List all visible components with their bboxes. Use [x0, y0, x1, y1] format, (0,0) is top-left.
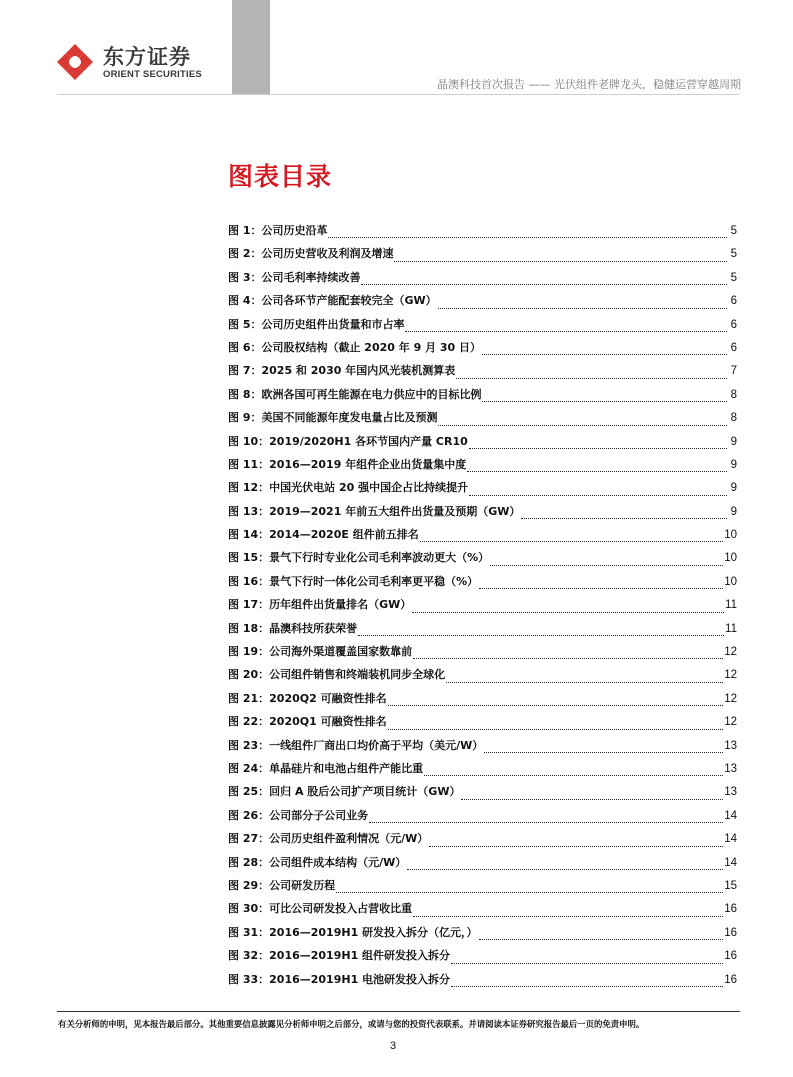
toc-dot-leader [361, 283, 727, 285]
toc-entry[interactable] [228, 409, 737, 432]
toc-entry[interactable] [228, 292, 737, 315]
toc-entry-page[interactable]: 5 [730, 225, 737, 237]
toc-entry-label[interactable]: 图 32：2016—2019H1 组件研发投入拆分 [228, 949, 451, 963]
toc-entry-label[interactable]: 图 3：公司毛利率持续改善 [228, 270, 361, 284]
toc-entry[interactable] [228, 971, 737, 994]
toc-entry-page[interactable]: 12 [724, 646, 737, 659]
toc-entry-label[interactable]: 图 33：2016—2019H1 电池研发投入拆分 [228, 972, 451, 986]
header-decorative-tab [232, 0, 270, 94]
toc-dot-leader [479, 938, 724, 940]
toc-dot-leader [328, 236, 727, 238]
toc-entry-label[interactable]: 图 31：2016—2019H1 研发投入拆分（亿元，） [228, 925, 478, 939]
toc-dot-leader [446, 681, 723, 683]
toc-entry-page[interactable]: 16 [724, 926, 737, 939]
toc-entry-page[interactable]: 5 [730, 271, 737, 284]
toc-entry-page[interactable]: 5 [730, 248, 737, 261]
figure-toc [228, 222, 737, 994]
toc-entry-label[interactable]: 图 11：2016—2019 年组件企业出货量集中度 [228, 457, 467, 471]
toc-dot-leader [413, 915, 723, 917]
toc-entry-page[interactable]: 12 [724, 692, 737, 705]
toc-dot-leader [429, 845, 723, 847]
toc-entry-page[interactable]: 8 [730, 412, 737, 425]
toc-entry-page[interactable]: 6 [730, 318, 737, 331]
toc-entry-label[interactable]: 图 18：晶澳科技所获荣誉 [228, 621, 358, 635]
toc-entry-label[interactable]: 图 28：公司组件成本结构（元/W） [228, 855, 407, 869]
toc-dot-leader [420, 540, 723, 542]
logo-name-cn: 东方证券 [103, 44, 191, 69]
toc-entry-page[interactable]: 7 [730, 365, 737, 378]
toc-entry[interactable] [228, 713, 737, 736]
toc-entry-label[interactable]: 图 2：公司历史营收及利润及增速 [228, 247, 394, 261]
toc-entry-label[interactable]: 图 17：历年组件出货量排名（GW） [228, 598, 412, 612]
toc-entry-page[interactable]: 12 [724, 669, 737, 682]
toc-dot-leader [469, 447, 727, 449]
toc-dot-leader [336, 891, 723, 893]
toc-entry[interactable] [228, 900, 737, 923]
toc-entry-page[interactable]: 16 [724, 903, 737, 916]
toc-entry-page[interactable]: 6 [730, 341, 737, 354]
toc-entry[interactable] [228, 386, 737, 409]
toc-entry-page[interactable]: 11 [725, 622, 737, 635]
toc-entry[interactable] [228, 433, 737, 456]
toc-dot-leader [438, 424, 727, 426]
toc-entry[interactable] [228, 830, 737, 853]
toc-entry[interactable] [228, 549, 737, 572]
toc-entry[interactable] [228, 596, 737, 619]
toc-entry[interactable] [228, 526, 737, 549]
toc-dot-leader [412, 611, 724, 613]
toc-entry-page[interactable]: 14 [724, 809, 737, 822]
toc-entry-label[interactable]: 图 10：2019/2020H1 各环节国内产量 CR10 [228, 434, 468, 448]
toc-entry[interactable] [228, 666, 737, 689]
toc-entry-label[interactable]: 图 27：公司历史组件盈利情况（元/W） [228, 832, 429, 846]
toc-dot-leader [407, 868, 723, 870]
toc-entry-label[interactable]: 图 20：公司组件销售和终端装机同步全球化 [228, 668, 446, 682]
toc-entry-label[interactable]: 图 16：景气下行时一体化公司毛利率更平稳（%） [228, 574, 479, 588]
toc-entry[interactable] [228, 807, 737, 830]
toc-entry-page[interactable]: 10 [724, 552, 737, 565]
report-title: 晶澳科技首次报告 —— 光伏组件老牌龙头，稳健运营穿越周期 [437, 78, 741, 91]
toc-entry-page[interactable]: 10 [724, 575, 737, 588]
toc-entry[interactable] [228, 479, 737, 502]
toc-dot-leader [405, 330, 727, 332]
toc-entry-label[interactable]: 图 14：2014—2020E 组件前五排名 [228, 528, 419, 542]
toc-entry[interactable] [228, 924, 737, 947]
toc-entry[interactable] [228, 783, 737, 806]
toc-entry-label[interactable]: 图 15：景气下行时专业化公司毛利率波动更大（%） [228, 551, 490, 565]
toc-dot-leader [521, 517, 727, 519]
toc-entry-page[interactable]: 14 [724, 856, 737, 869]
toc-entry[interactable] [228, 222, 737, 245]
footer-disclaimer: 有关分析师的申明，见本报告最后部分。其他重要信息披露见分析师申明之后部分，或请与您的投资代表联系。并请阅读本证券研究报告最后一页的免责申明。 [58, 1019, 645, 1029]
company-logo [55, 42, 202, 82]
toc-entry-page[interactable]: 15 [724, 879, 737, 892]
toc-entry[interactable] [228, 737, 737, 760]
logo-name-en: ORIENT SECURITIES [103, 68, 202, 80]
toc-entry[interactable] [228, 339, 737, 362]
footer-divider [57, 1011, 740, 1012]
toc-entry-page[interactable]: 16 [724, 973, 737, 986]
toc-entry[interactable] [228, 947, 737, 970]
toc-entry[interactable] [228, 456, 737, 479]
toc-entry[interactable] [228, 573, 737, 596]
toc-entry-label[interactable]: 图 30：可比公司研发投入占营收比重 [228, 902, 413, 916]
page-title: 图表目录 [228, 162, 333, 191]
toc-dot-leader [490, 564, 723, 566]
toc-entry[interactable] [228, 362, 737, 385]
toc-entry-page[interactable]: 14 [724, 833, 737, 846]
toc-entry-label[interactable]: 图 7：2025 和 2030 年国内风光装机测算表 [228, 364, 456, 378]
toc-dot-leader [456, 377, 727, 379]
toc-dot-leader [413, 657, 723, 659]
toc-entry-page[interactable]: 10 [724, 529, 737, 542]
toc-entry[interactable] [228, 503, 737, 526]
toc-entry[interactable] [228, 690, 737, 713]
toc-dot-leader [467, 470, 727, 472]
toc-dot-leader [469, 494, 727, 496]
toc-entry-label[interactable]: 图 5：公司历史组件出货量和市占率 [228, 317, 405, 331]
toc-dot-leader [451, 985, 723, 987]
toc-entry-label[interactable]: 图 8：欧洲各国可再生能源在电力供应中的目标比例 [228, 387, 482, 401]
toc-dot-leader [424, 774, 723, 776]
toc-entry[interactable] [228, 877, 737, 900]
toc-dot-leader [484, 751, 723, 753]
orient-diamond-logo-icon [55, 42, 95, 82]
toc-entry[interactable] [228, 620, 737, 643]
toc-entry[interactable] [228, 760, 737, 783]
toc-entry-label[interactable]: 图 13：2019—2021 年前五大组件出货量及预期（GW） [228, 504, 521, 518]
toc-entry-page[interactable]: 6 [730, 295, 737, 308]
toc-entry-label[interactable]: 图 6：公司股权结构（截止 2020 年 9 月 30 日） [228, 340, 482, 354]
toc-entry-page[interactable]: 8 [730, 388, 737, 401]
toc-entry-page[interactable]: 13 [724, 762, 737, 775]
toc-entry-label[interactable]: 图 29：公司研发历程 [228, 878, 336, 892]
toc-dot-leader [358, 634, 724, 636]
toc-dot-leader [461, 798, 723, 800]
toc-dot-leader [369, 821, 723, 823]
toc-entry-page[interactable]: 9 [730, 458, 737, 471]
toc-entry-label[interactable]: 图 12：中国光伏电站 20 强中国企占比持续提升 [228, 481, 469, 495]
toc-entry-page[interactable]: 13 [724, 786, 737, 799]
toc-entry-page[interactable]: 9 [730, 482, 737, 495]
toc-entry-label[interactable]: 图 25：回归 A 股后公司扩产项目统计（GW） [228, 785, 461, 799]
toc-entry-page[interactable]: 12 [724, 716, 737, 729]
toc-entry[interactable] [228, 643, 737, 666]
toc-dot-leader [438, 307, 727, 309]
toc-entry-page[interactable]: 11 [725, 599, 737, 612]
toc-dot-leader [482, 400, 727, 402]
toc-dot-leader [482, 353, 727, 355]
toc-entry[interactable] [228, 854, 737, 877]
toc-entry-page[interactable]: 13 [724, 739, 737, 752]
toc-entry-label[interactable]: 图 21：2020Q2 可融资性排名 [228, 691, 387, 705]
toc-entry-label[interactable]: 图 24：单晶硅片和电池占组件产能比重 [228, 761, 424, 775]
toc-entry-label[interactable]: 图 9：美国不同能源年度发电量占比及预测 [228, 411, 438, 425]
toc-dot-leader [394, 260, 727, 262]
toc-entry-label[interactable]: 图 22：2020Q1 可融资性排名 [228, 715, 387, 729]
toc-dot-leader [451, 962, 723, 964]
header-divider [57, 94, 740, 95]
page-number: 3 [390, 1040, 397, 1052]
toc-entry-label[interactable]: 图 23：一线组件厂商出口均价高于平均（美元/W） [228, 738, 484, 752]
toc-entry-page[interactable]: 16 [724, 950, 737, 963]
toc-entry-label[interactable]: 图 4：公司各环节产能配套较完全（GW） [228, 294, 437, 308]
toc-entry[interactable] [228, 316, 737, 339]
toc-entry-page[interactable]: 9 [730, 505, 737, 518]
toc-entry-label[interactable]: 图 26：公司部分子公司业务 [228, 808, 369, 822]
toc-entry-label[interactable]: 图 1：公司历史沿革 [228, 224, 328, 237]
toc-entry-page[interactable]: 9 [730, 435, 737, 448]
toc-entry[interactable] [228, 269, 737, 292]
toc-entry[interactable] [228, 245, 737, 268]
toc-entry-label[interactable]: 图 19：公司海外渠道覆盖国家数靠前 [228, 645, 413, 659]
toc-dot-leader [388, 704, 724, 706]
toc-dot-leader [479, 587, 723, 589]
toc-dot-leader [388, 728, 724, 730]
